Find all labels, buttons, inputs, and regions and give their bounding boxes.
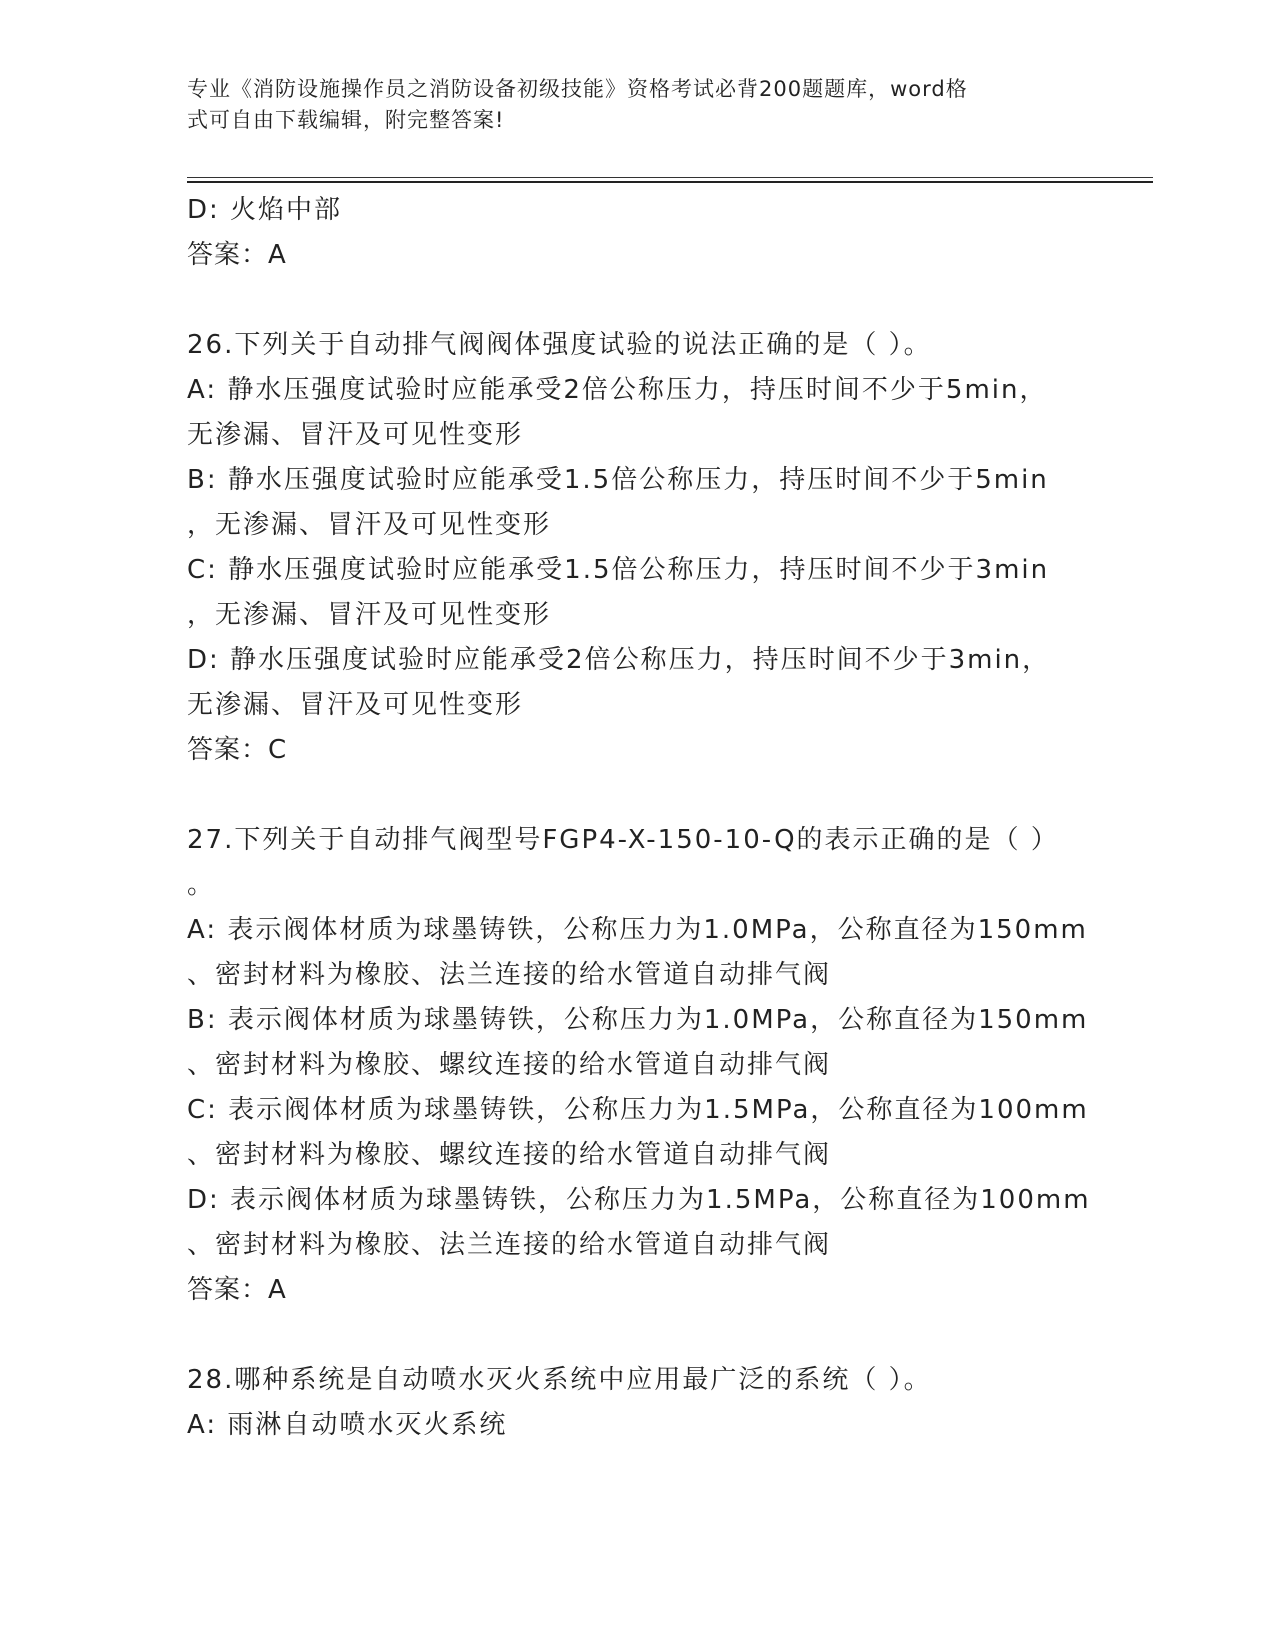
q27-option-a-line2: 、密封材料为橡胶、法兰连接的给水管道自动排气阀 bbox=[187, 960, 832, 990]
q26-option-a-line1: A: 静水压强度试验时应能承受2倍公称压力，持压时间不少于5min， bbox=[187, 375, 1048, 405]
q28-option-a-line1: A: 雨淋自动喷水灭火系统 bbox=[187, 1410, 508, 1440]
header-rule-thick bbox=[187, 181, 1153, 183]
prev-answer: 答案：A bbox=[187, 240, 287, 270]
header-rule-thin bbox=[187, 177, 1153, 178]
q27-option-a-line1: A: 表示阀体材质为球墨铸铁，公称压力为1.0MPa，公称直径为150mm bbox=[187, 915, 1088, 945]
q28-question: 28.哪种系统是自动喷水灭火系统中应用最广泛的系统（ ）。 bbox=[187, 1365, 932, 1395]
q26-option-c-line1: C: 静水压强度试验时应能承受1.5倍公称压力，持压时间不少于3min bbox=[187, 555, 1050, 585]
q27-answer: 答案：A bbox=[187, 1275, 287, 1305]
q26-answer: 答案：C bbox=[187, 735, 288, 765]
q26-option-a-line2: 无渗漏、冒汗及可见性变形 bbox=[187, 420, 524, 450]
prev-option-d: D: 火焰中部 bbox=[187, 195, 343, 225]
header-line-1: 专业《消防设施操作员之消防设备初级技能》资格考试必背200题题库，word格 bbox=[187, 77, 968, 101]
q27-option-b-line1: B: 表示阀体材质为球墨铸铁，公称压力为1.0MPa，公称直径为150mm bbox=[187, 1005, 1089, 1035]
q27-option-c-line1: C: 表示阀体材质为球墨铸铁，公称压力为1.5MPa，公称直径为100mm bbox=[187, 1095, 1089, 1125]
q27-option-d-line2: 、密封材料为橡胶、法兰连接的给水管道自动排气阀 bbox=[187, 1230, 832, 1260]
q27-option-d-line1: D: 表示阀体材质为球墨铸铁，公称压力为1.5MPa，公称直径为100mm bbox=[187, 1185, 1091, 1215]
q26-option-d-line2: 无渗漏、冒汗及可见性变形 bbox=[187, 690, 524, 720]
q26-option-d-line1: D: 静水压强度试验时应能承受2倍公称压力，持压时间不少于3min， bbox=[187, 645, 1051, 675]
q27-question-line2: 。 bbox=[187, 870, 216, 900]
header-line-2: 式可自由下载编辑，附完整答案! bbox=[187, 108, 505, 132]
q26-option-b-line1: B: 静水压强度试验时应能承受1.5倍公称压力，持压时间不少于5min bbox=[187, 465, 1049, 495]
page-header bbox=[187, 74, 1067, 136]
q27-question-line1: 27.下列关于自动排气阀型号FGP4-X-150-10-Q的表示正确的是（ ） bbox=[187, 825, 1059, 855]
q26-option-c-line2: ，无渗漏、冒汗及可见性变形 bbox=[187, 600, 552, 630]
q27-option-c-line2: 、密封材料为橡胶、螺纹连接的给水管道自动排气阀 bbox=[187, 1140, 832, 1170]
q26-question: 26.下列关于自动排气阀阀体强度试验的说法正确的是（ ）。 bbox=[187, 330, 932, 360]
q26-option-b-line2: ，无渗漏、冒汗及可见性变形 bbox=[187, 510, 552, 540]
q27-option-b-line2: 、密封材料为橡胶、螺纹连接的给水管道自动排气阀 bbox=[187, 1050, 832, 1080]
